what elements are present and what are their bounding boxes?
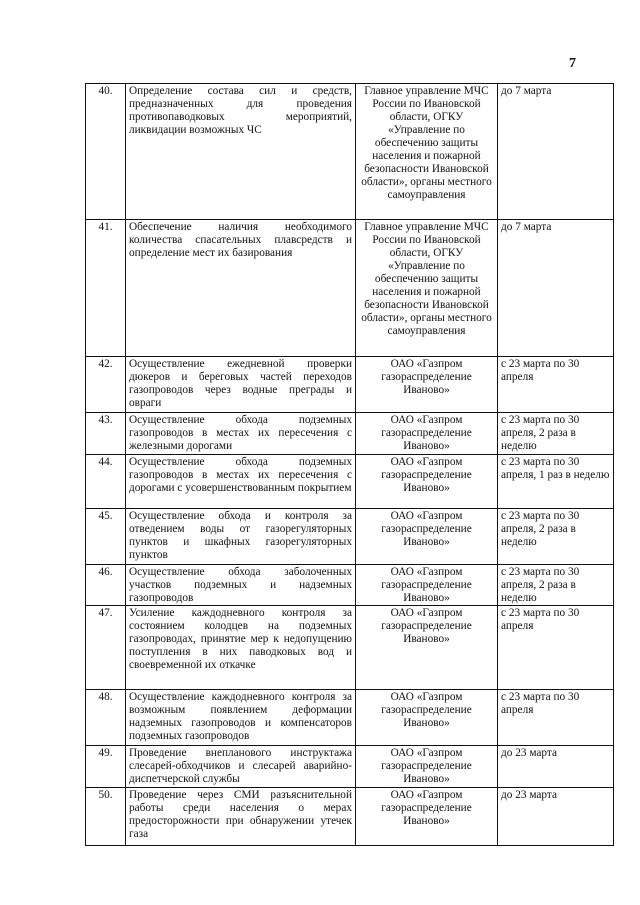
action-text: Обеспечение наличия необходимого количества спасательных плавсредств и определение мест их базирования [126,220,356,357]
row-number: 46. [86,565,126,606]
row-number: 43. [86,413,126,455]
table-row [86,606,614,690]
deadline-text: с 23 марта по 30 апреля [498,357,614,413]
row-number: 47. [86,606,126,690]
action-text: Усиление каждодневного контроля за состоянием колодцев на подземных газопроводах, принятие мер к недопущению поступления в них паводковых вод и своевременной их откачке [126,606,356,690]
table-row [86,565,614,606]
table-row [86,509,614,565]
responsible-text: ОАО «Газпром газораспределение Иваново» [356,788,498,846]
deadline-text: с 23 марта по 30 апреля, 1 раз в неделю [498,455,614,509]
row-number: 48. [86,690,126,746]
responsible-text: ОАО «Газпром газораспределение Иваново» [356,690,498,746]
responsible-text: Главное управление МЧС России по Ивановской области, ОГКУ «Управление по обеспечению защиты населения и пожарной безопасности Ивановской области», органы местного самоуправления [356,220,498,357]
row-number: 42. [86,357,126,413]
deadline-text: до 23 марта [498,746,614,788]
row-number: 40. [86,84,126,220]
responsible-text: Главное управление МЧС России по Ивановской области, ОГКУ «Управление по обеспечению защиты населения и пожарной безопасности Ивановской области», органы местного самоуправления [356,84,498,220]
responsible-text: ОАО «Газпром газораспределение Иваново» [356,565,498,606]
measures-table [85,83,614,846]
row-number: 49. [86,746,126,788]
table-row [86,84,614,220]
row-number: 45. [86,509,126,565]
table-row [86,690,614,746]
responsible-text: ОАО «Газпром газораспределение Иваново» [356,413,498,455]
action-text: Осуществление обхода заболоченных участков подземных и надземных газопроводов [126,565,356,606]
deadline-text: до 7 марта [498,220,614,357]
row-number: 41. [86,220,126,357]
action-text: Осуществление каждодневного контроля за возможным появлением деформации надземных газопроводов и компенсаторов подземных газопроводов [126,690,356,746]
row-number: 50. [86,788,126,846]
deadline-text: с 23 марта по 30 апреля, 2 раза в неделю [498,565,614,606]
table-row [86,455,614,509]
page-number: 7 [569,56,576,71]
deadline-text: с 23 марта по 30 апреля, 2 раза в неделю [498,509,614,565]
action-text: Осуществление обхода подземных газопроводов в местах их пересечения с железными дорогами [126,413,356,455]
table-row [86,357,614,413]
table-row [86,220,614,357]
responsible-text: ОАО «Газпром газораспределение Иваново» [356,509,498,565]
deadline-text: до 23 марта [498,788,614,846]
responsible-text: ОАО «Газпром газораспределение Иваново» [356,606,498,690]
deadline-text: до 7 марта [498,84,614,220]
action-text: Осуществление ежедневной проверки дюкеров и береговых частей переходов газопроводов через водные преграды и овраги [126,357,356,413]
responsible-text: ОАО «Газпром газораспределение Иваново» [356,357,498,413]
deadline-text: с 23 марта по 30 апреля, 2 раза в неделю [498,413,614,455]
action-text: Определение состава сил и средств, предназначенных для проведения противопаводковых мероприятий, ликвидации возможных ЧС [126,84,356,220]
action-text: Проведение через СМИ разъяснительной работы среди населения о мерах предосторожности при обнаружении утечек газа [126,788,356,846]
action-text: Осуществление обхода подземных газопроводов в местах их пересечения с дорогами с усовершенствованным покрытием [126,455,356,509]
table-row [86,413,614,455]
table-row [86,746,614,788]
deadline-text: с 23 марта по 30 апреля [498,606,614,690]
responsible-text: ОАО «Газпром газораспределение Иваново» [356,455,498,509]
table-row [86,788,614,846]
row-number: 44. [86,455,126,509]
responsible-text: ОАО «Газпром газораспределение Иваново» [356,746,498,788]
action-text: Проведение внепланового инструктажа слесарей-обходчиков и слесарей аварийно-диспетчерской службы [126,746,356,788]
deadline-text: с 23 марта по 30 апреля [498,690,614,746]
action-text: Осуществление обхода и контроля за отведением воды от газорегуляторных пунктов и шкафных газорегуляторных пунктов [126,509,356,565]
